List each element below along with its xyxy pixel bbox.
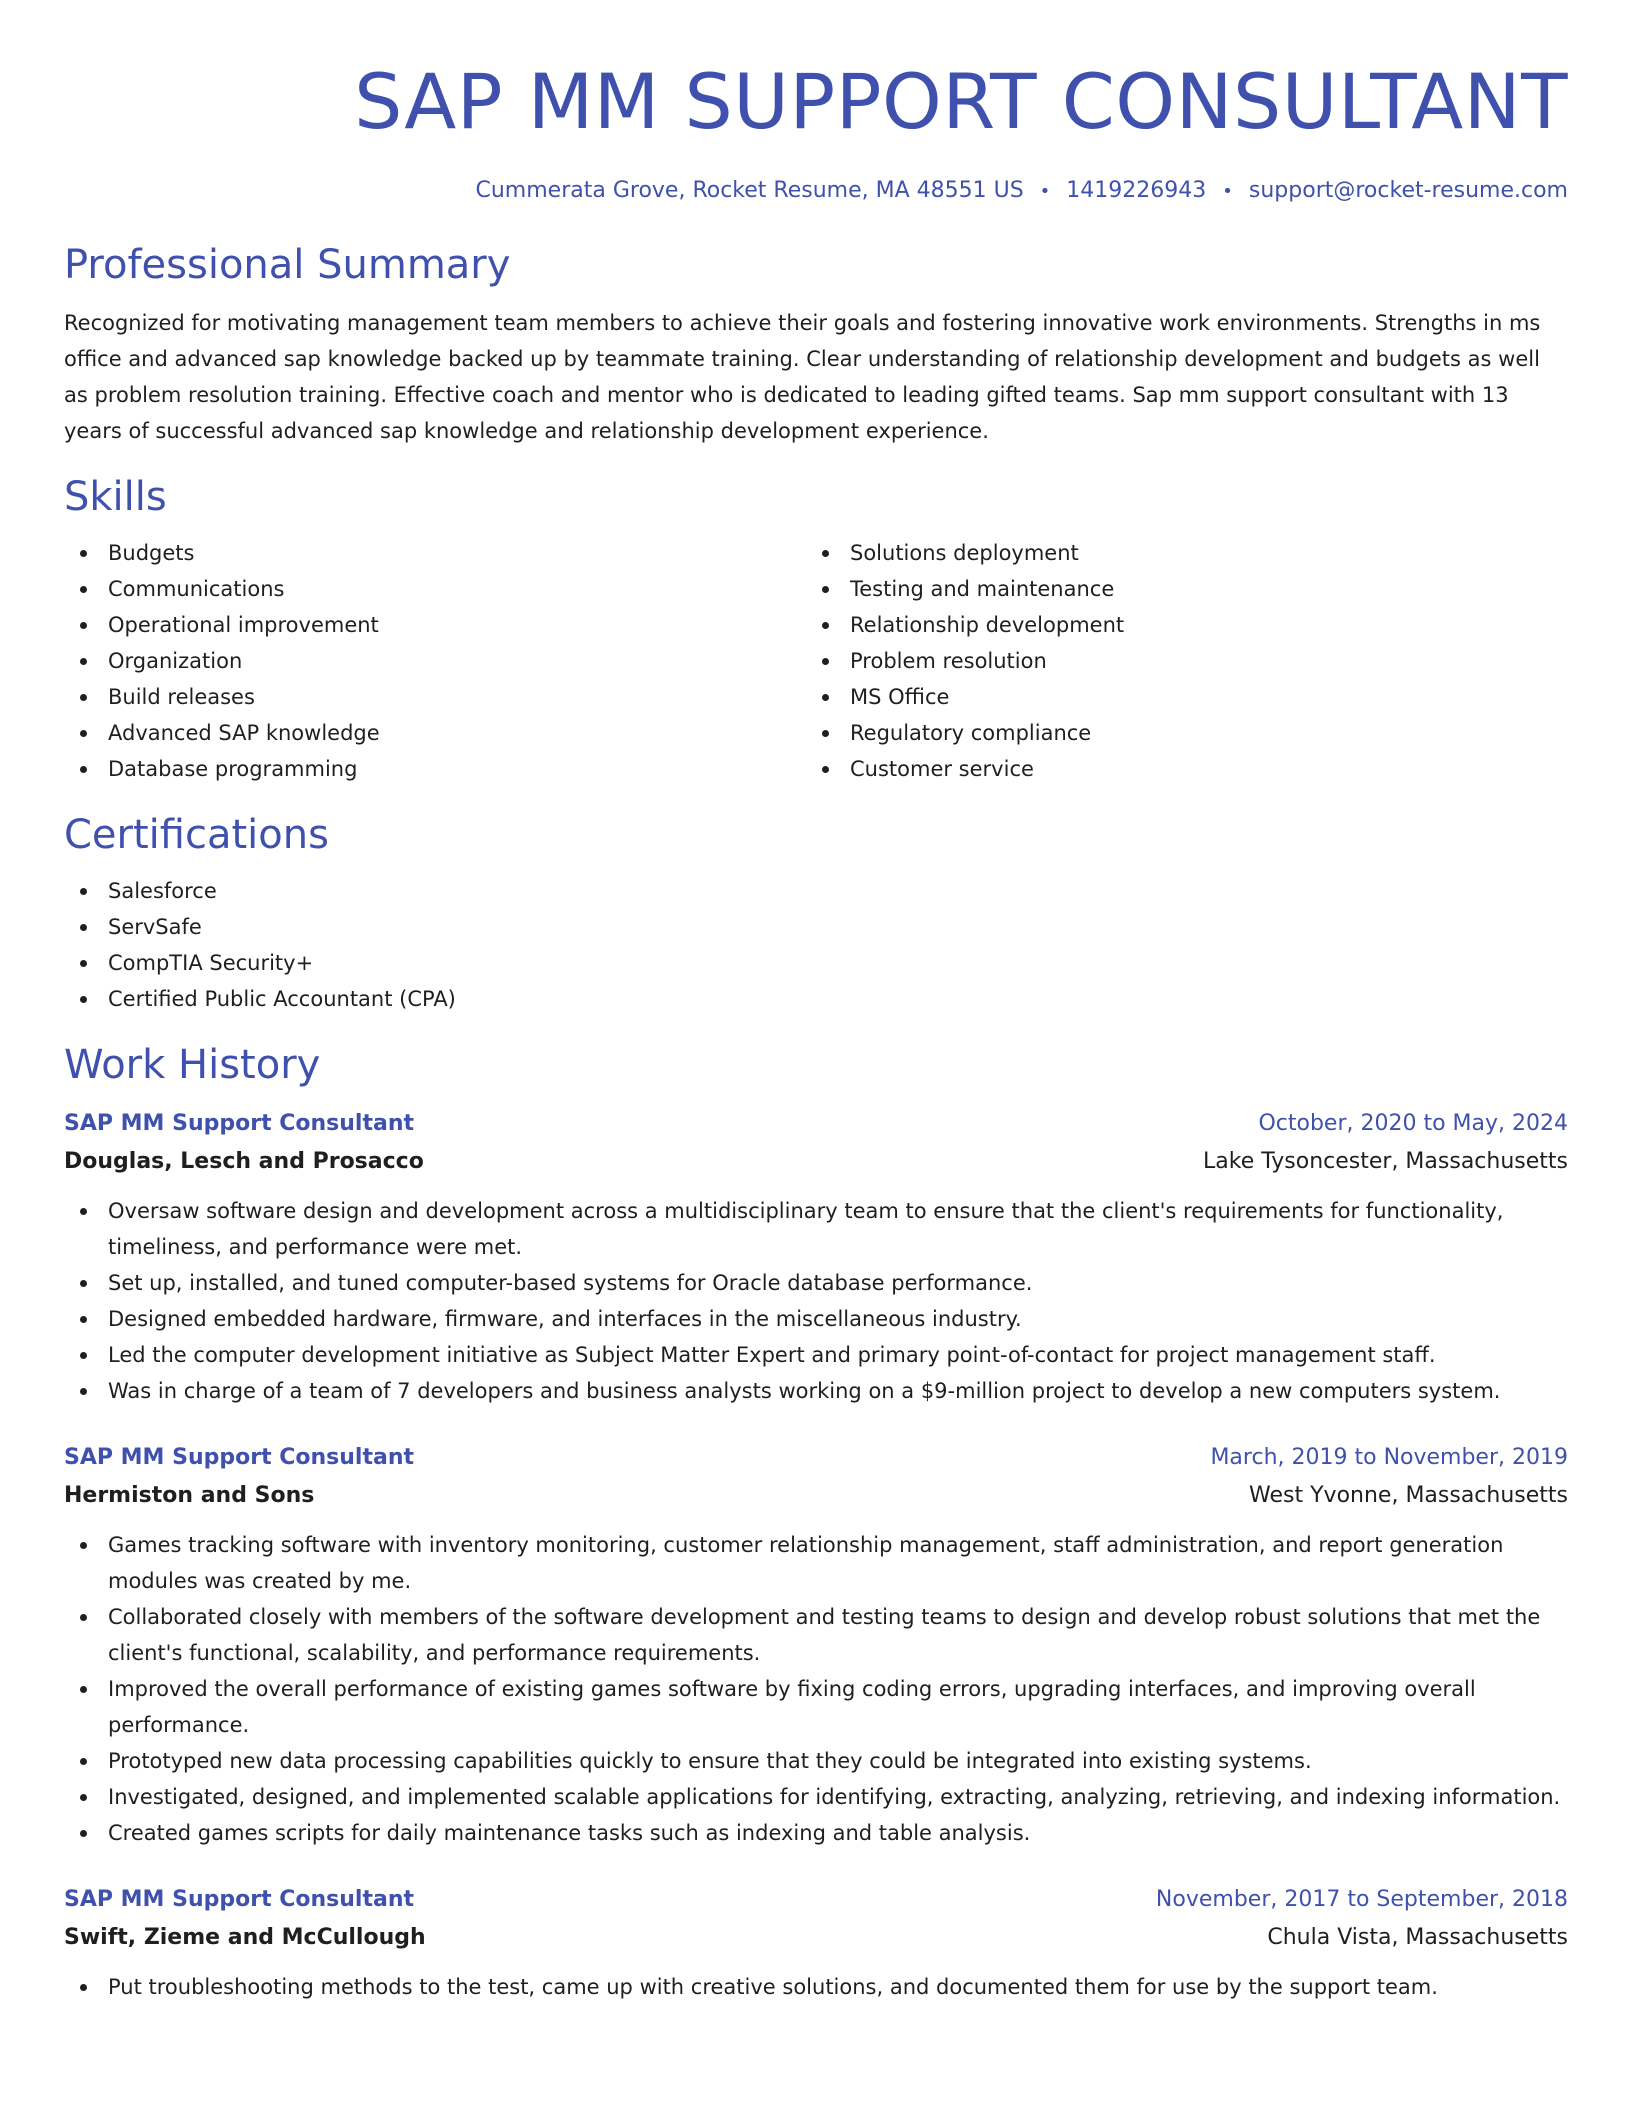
skills-list-left [64,535,806,787]
skill-item: Testing and maintenance [806,571,1548,607]
job-dates: March, 2019 to November, 2019 [1210,1445,1568,1470]
job-title: SAP MM Support Consultant [64,1445,415,1470]
job-company-row [64,1477,1568,1515]
skill-item: Problem resolution [806,643,1548,679]
job-bullet: Improved the overall performance of existing games software by fixing coding errors, upgrading interfaces, and improving overall performance. [64,1671,1568,1743]
skill-item: Relationship development [806,607,1548,643]
job-title: SAP MM Support Consultant [64,1887,415,1912]
skill-item: Communications [64,571,806,607]
resume-page [64,0,1568,2112]
work-history-heading: Work History [64,1042,321,1088]
skills-grid [64,535,1568,787]
job-bullet: Put troubleshooting methods to the test, came up with creative solutions, and documented them for use by the support team. [64,1969,1568,2005]
email-link[interactable]: support@rocket-resume.com [1248,178,1568,203]
job-dates: October, 2020 to May, 2024 [1258,1111,1568,1136]
job-company: Hermiston and Sons [64,1483,315,1508]
job-title: SAP MM Support Consultant [64,1111,415,1136]
job-bullets [64,1193,1568,1409]
certification-item: ServSafe [64,909,1568,945]
skills-heading: Skills [64,474,167,520]
job-bullet: Oversaw software design and development across a multidisciplinary team to ensure that the client's requirements for functionality, timeliness, and performance were met. [64,1193,1568,1265]
job-title-row [64,1439,1568,1477]
skill-item: Budgets [64,535,806,571]
address-text: Cummerata Grove, Rocket Resume, MA 48551 US [475,178,1024,203]
skill-item: Solutions deployment [806,535,1548,571]
certifications-heading: Certifications [64,812,329,858]
skill-item: Organization [64,643,806,679]
skill-item: Build releases [64,679,806,715]
job-title-row [64,1105,1568,1143]
separator-dot: • [1222,181,1233,202]
certification-item: Certified Public Accountant (CPA) [64,981,1568,1017]
job-bullet: Games tracking software with inventory monitoring, customer relationship management, staff administration, and report generation modules was created by me. [64,1527,1568,1599]
separator-dot: • [1039,181,1051,202]
job-bullet: Was in charge of a team of 7 developers and business analysts working on a $9-million project to develop a new computers system. [64,1373,1568,1409]
contact-line [64,176,1568,207]
job-location: West Yvonne, Massachusetts [1249,1483,1568,1508]
certifications-list [64,873,1568,1017]
certification-item: CompTIA Security+ [64,945,1568,981]
job-bullet: Collaborated closely with members of the software development and testing teams to design and develop robust solutions that met the client's functional, scalability, and performance requirements. [64,1599,1568,1671]
job-company-row [64,1919,1568,1957]
job-entry [64,1881,1568,2005]
job-bullet: Investigated, designed, and implemented scalable applications for identifying, extracting, analyzing, retrieving, and indexing information. [64,1779,1568,1815]
job-bullet: Led the computer development initiative as Subject Matter Expert and primary point-of-contact for project management staff. [64,1337,1568,1373]
skill-item: Operational improvement [64,607,806,643]
candidate-name: SAP MM SUPPORT CONSULTANT [354,57,1568,146]
job-title-row [64,1881,1568,1919]
job-company: Douglas, Lesch and Prosacco [64,1149,424,1174]
work-history-list [64,1105,1568,2005]
job-location: Lake Tysoncester, Massachusetts [1203,1149,1568,1174]
resume-header [64,0,1568,207]
job-bullet: Prototyped new data processing capabilities quickly to ensure that they could be integrated into existing systems. [64,1743,1568,1779]
job-bullet: Set up, installed, and tuned computer-based systems for Oracle database performance. [64,1265,1568,1301]
skill-item: MS Office [806,679,1548,715]
job-dates: November, 2017 to September, 2018 [1155,1887,1568,1912]
job-company-row [64,1143,1568,1181]
skill-item: Advanced SAP knowledge [64,715,806,751]
job-bullets [64,1969,1568,2005]
skill-item: Regulatory compliance [806,715,1548,751]
job-bullet: Created games scripts for daily maintenance tasks such as indexing and table analysis. [64,1815,1568,1851]
phone-text: 1419226943 [1066,178,1207,203]
skills-list-right [806,535,1548,787]
certification-item: Salesforce [64,873,1568,909]
job-entry [64,1105,1568,1409]
summary-paragraph: Recognized for motivating management team members to achieve their goals and fostering innovative work environments. Strengths in ms office and advanced sap knowledge backed up by teammate training. Clear understanding of relationship development and budgets as well as problem resolution training. Effective coach and mentor who is dedicated to leading gifted teams. Sap mm support consultant with 13 years of successful advanced sap knowledge and relationship development experience. [64,311,1541,443]
job-location: Chula Vista, Massachusetts [1267,1925,1568,1950]
job-entry [64,1439,1568,1851]
skill-item: Customer service [806,751,1548,787]
skill-item: Database programming [64,751,806,787]
job-bullets [64,1527,1568,1851]
job-bullet: Designed embedded hardware, firmware, and interfaces in the miscellaneous industry. [64,1301,1568,1337]
summary-heading: Professional Summary [64,242,511,288]
job-company: Swift, Zieme and McCullough [64,1925,426,1950]
